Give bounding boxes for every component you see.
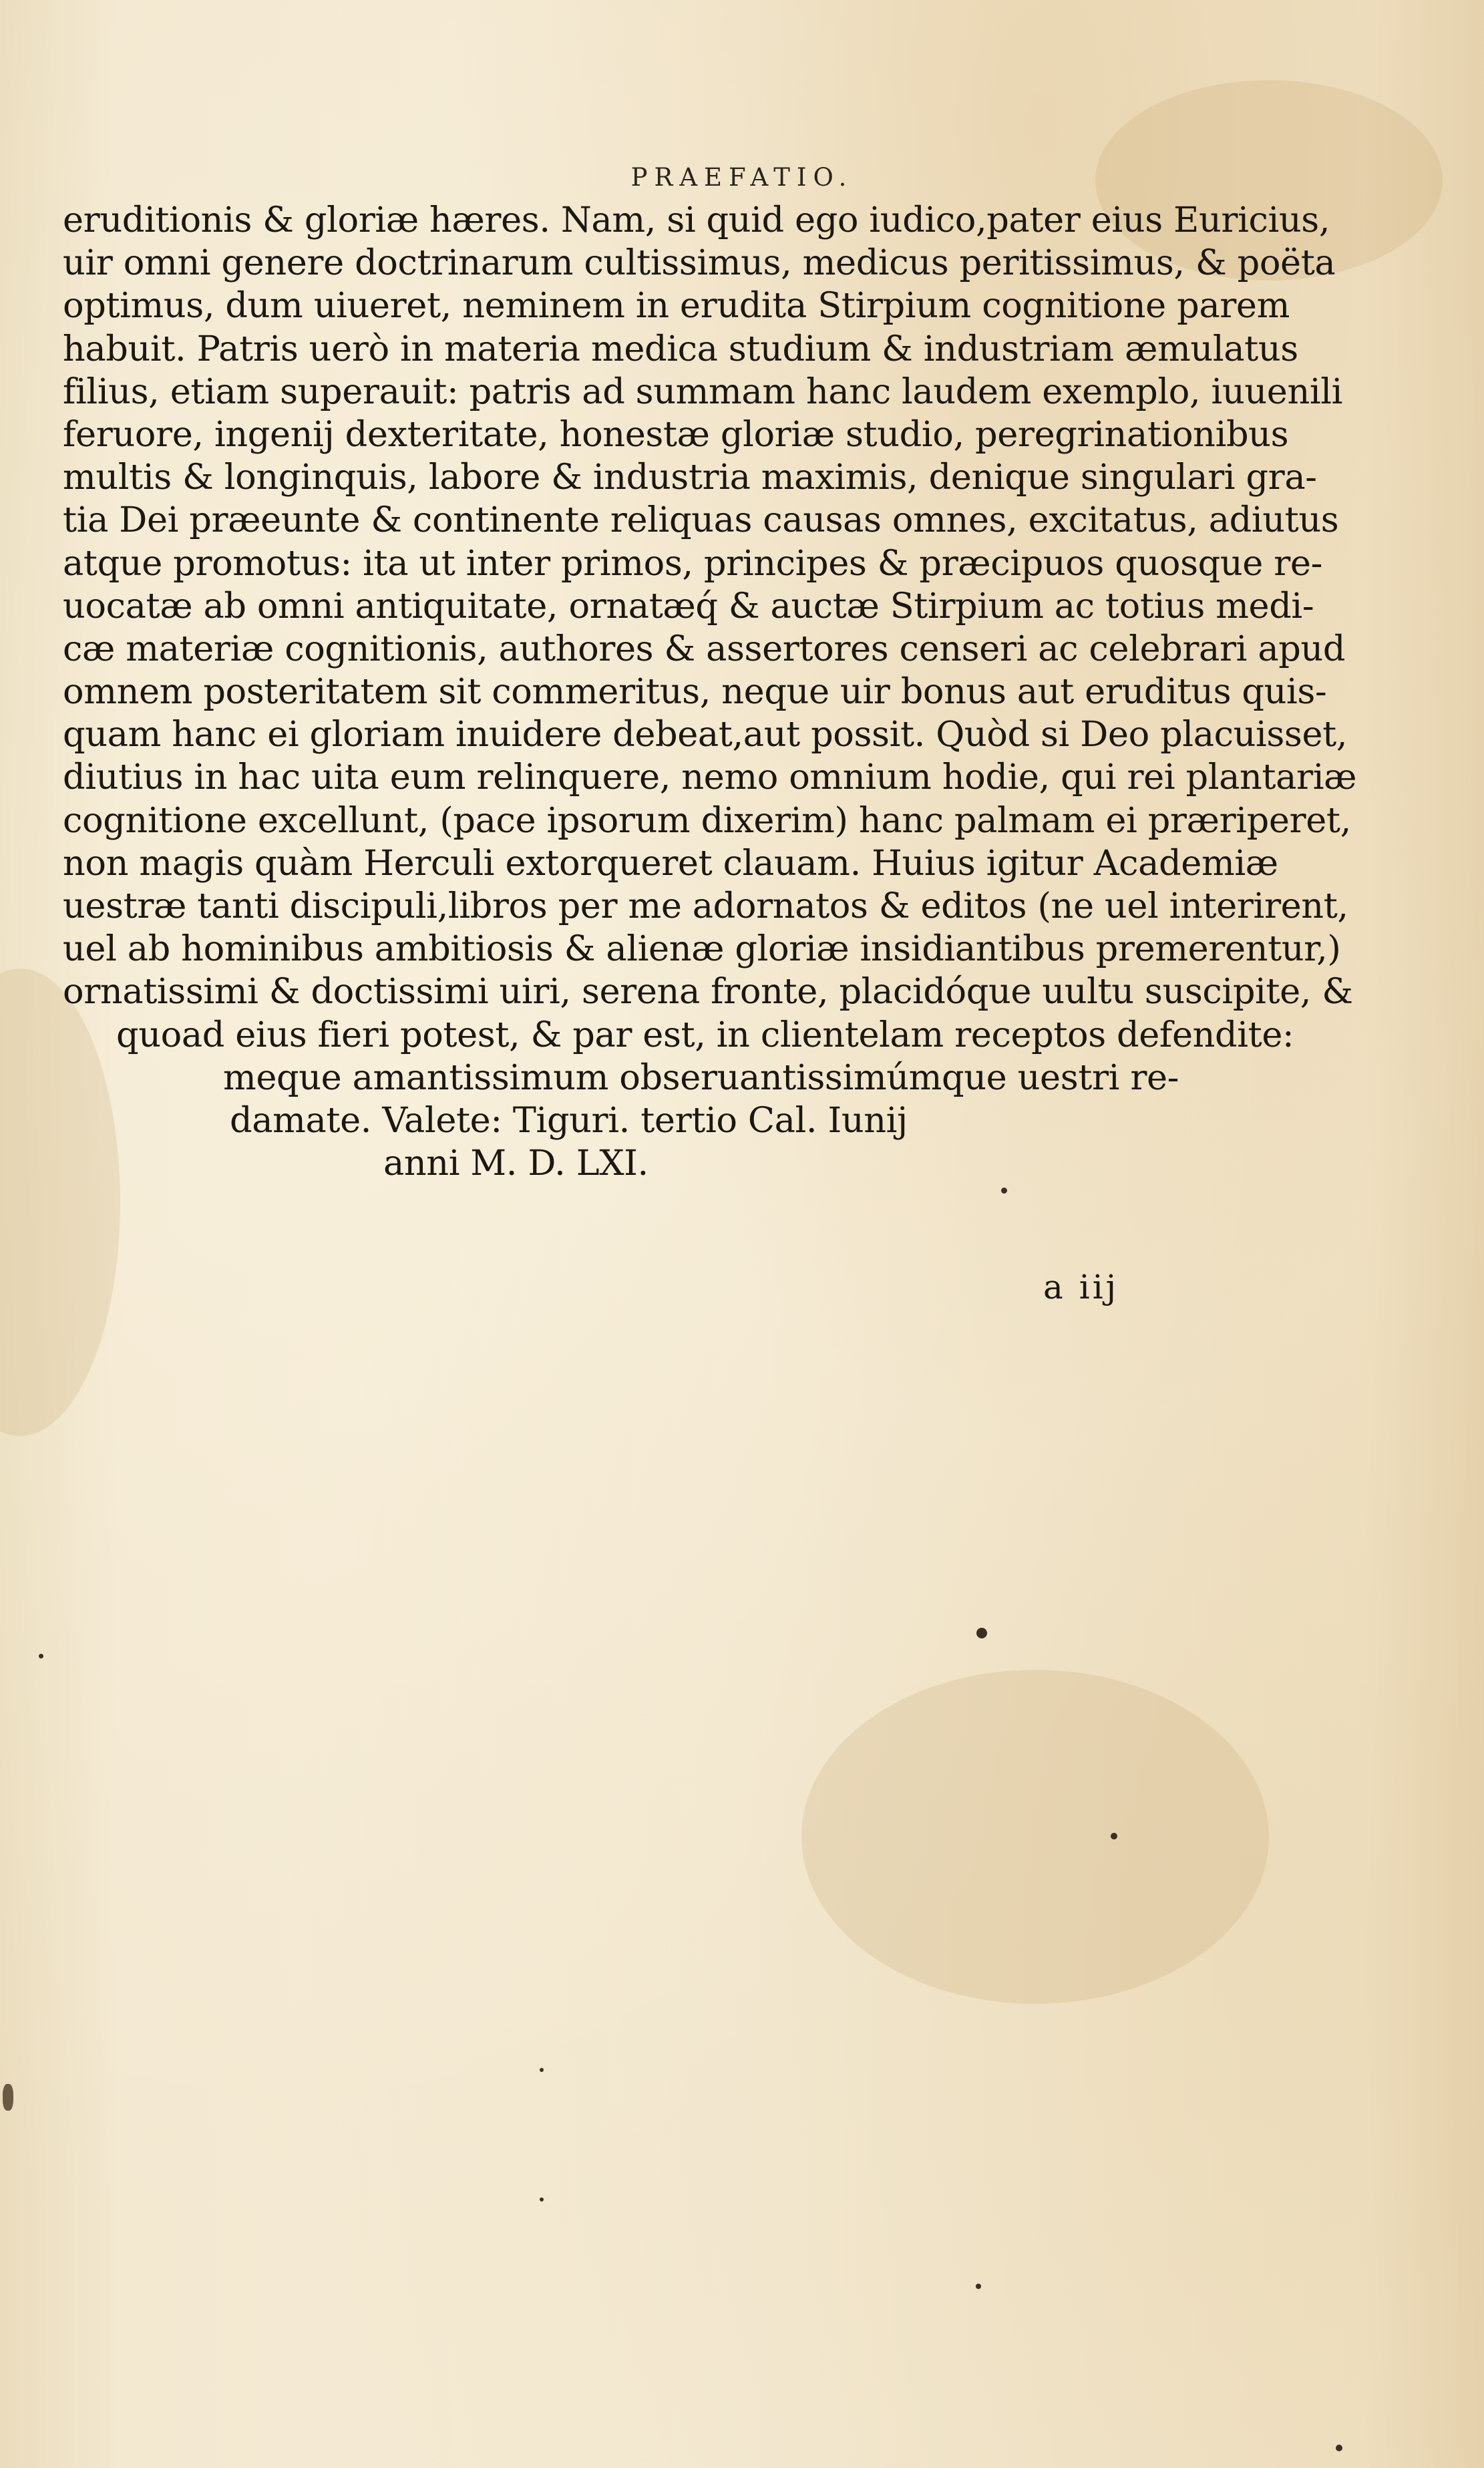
text-line: uir omni genere doctrinarum cultissimus, medicus peritissimus, & poëta — [63, 242, 1336, 284]
running-head: PRAEFATIO. — [630, 163, 854, 192]
text-line: cæ materiæ cognitionis, authores & assertores censeri ac celebrari apud — [63, 628, 1346, 669]
text-line: eruditionis & gloriæ hæres. Nam, si quid ego iudico,pater eius Euricius, — [63, 200, 1330, 240]
ink-speck — [39, 1654, 43, 1658]
text-line: quoad eius fieri potest, & par est, in clientelam receptos defendite: — [116, 1014, 1294, 1055]
text-line: uestræ tanti discipuli,libros per me adornatos & editos (ne uel interirent, — [63, 886, 1348, 926]
text-line: ornatissimi & doctissimi uiri, serena fronte, placidóque uultu suscipite, & — [63, 971, 1353, 1013]
ink-speck — [540, 2068, 544, 2072]
text-line: meque amantissimum obseruantissimúmque uestri re- — [223, 1057, 1179, 1098]
text-line: anni M. D. LXI. — [383, 1143, 648, 1184]
text-line: uel ab hominibus ambitiosis & alienæ gloriæ insidiantibus premerentur,) — [63, 928, 1341, 970]
text-line: tia Dei præeunte & continente reliquas causas omnes, excitatus, adiutus — [63, 500, 1339, 541]
text-line: multis & longinquis, labore & industria maximis, denique singulari gra- — [63, 457, 1317, 498]
signature-mark: a iij — [1043, 1268, 1119, 1306]
preface-text — [63, 199, 1357, 1185]
text-line: quam hanc ei gloriam inuidere debeat,aut possit. Quòd si Deo placuisset, — [63, 714, 1348, 755]
text-line: optimus, dum uiueret, neminem in erudita Stirpium cognitione parem — [63, 285, 1290, 327]
ink-speck — [976, 2284, 981, 2289]
paper-stain — [801, 1670, 1269, 2004]
text-line: omnem posteritatem sit commeritus, neque uir bonus aut eruditus quis- — [63, 671, 1327, 713]
text-line: habuit. Patris uerò in materia medica studium & industriam æmulatus — [63, 328, 1298, 369]
text-line: damate. Valete: Tiguri. tertio Cal. Iunij — [230, 1099, 908, 1141]
text-line: non magis quàm Herculi extorqueret clauam. Huius igitur Academiæ — [63, 842, 1278, 884]
ink-speck — [1001, 1188, 1007, 1194]
text-line: cognitione excellunt, (pace ipsorum dixerim) hanc palmam ei præriperet, — [63, 800, 1351, 841]
text-line: filius, etiam superauit: patris ad summam hanc laudem exemplo, iuuenili — [63, 371, 1343, 412]
ink-speck — [540, 2197, 544, 2201]
text-line: atque promotus: ita ut inter primos, principes & præcipuos quosque re- — [63, 542, 1322, 584]
text-line: diutius in hac uita eum relinquere, nemo omnium hodie, qui rei plantariæ — [63, 757, 1357, 798]
text-line: uocatæ ab omni antiquitate, ornatæq́ & auctæ Stirpium ac totius medi- — [63, 585, 1314, 627]
ink-speck — [1336, 2445, 1342, 2451]
ink-speck — [976, 1628, 987, 1638]
text-line: feruore, ingenij dexteritate, honestæ gloriæ studio, peregrinationibus — [63, 413, 1289, 455]
ink-speck — [1111, 1833, 1117, 1839]
ink-speck — [3, 2084, 13, 2111]
